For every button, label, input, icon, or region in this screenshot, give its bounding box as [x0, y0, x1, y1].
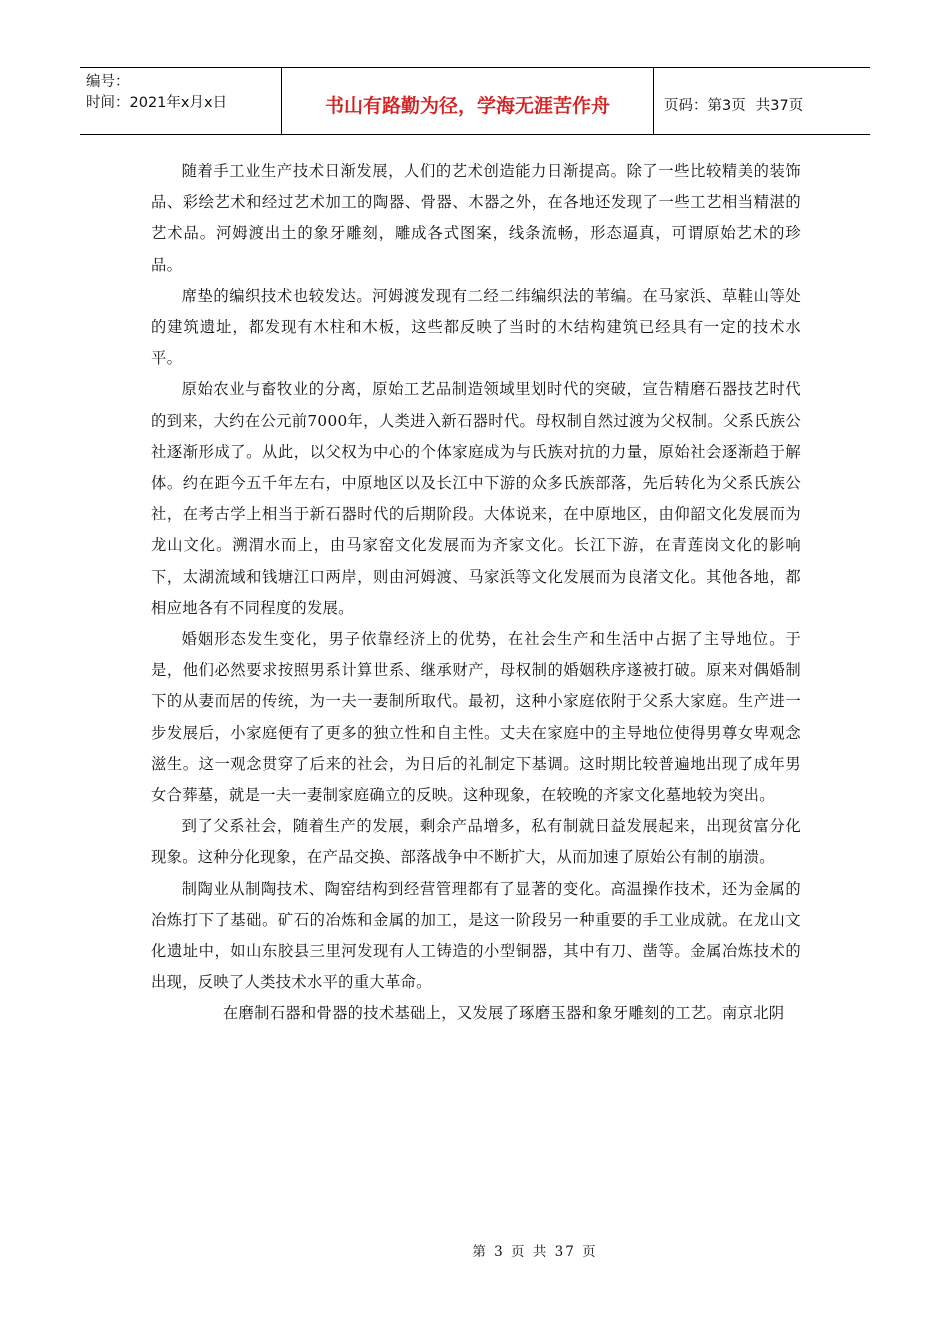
paragraph-6: 制陶业从制陶技术、陶窑结构到经营管理都有了显著的变化。高温操作技术，还为金属的冶炼打下了基础。矿石的冶炼和金属的加工，是这一阶段另一种重要的手工业成就。在龙山文化遗址中，如山东胶县三里河发现有人工铸造的小型铜器，其中有刀、凿等。金属冶炼技术的出现，反映了人类技术水平的重大革命。: [151, 879, 801, 992]
serial-number-label: 编号：: [86, 74, 130, 90]
paragraph-3: 原始农业与畜牧业的分离，原始工艺品制造领域里划时代的突破，宣告精磨石器技艺时代的到来，大约在公元前7000年，人类进入新石器时代。母权制自然过渡为父权制。父系氏族公社逐渐形成了。从此，以父权为中心的个体家庭成为与氏族对抗的力量，原始社会逐渐趋于解体。约在距今五千年左右，中原地区以及长江中下游的众多氏族部落，先后转化为父系氏族公社，在考古学上相当于新石器时代的后期阶段。大体说来，在中原地区，由仰韶文化发展而为龙山文化。溯渭水而上，由马家窑文化发展而为齐家文化。长江下游，在青莲岗文化的影响下，太湖流域和钱塘江口两岸，则由河姆渡、马家浜等文化发展而为良渚文化。其他各地，都相应地各有不同程度的发展。: [151, 380, 801, 617]
paragraph-7: 在磨制石器和骨器的技术基础上，又发展了琢磨玉器和象牙雕刻的工艺。南京北阴: [222, 1004, 785, 1023]
paragraph-4: 婚姻形态发生变化，男子依靠经济上的优势，在社会生产和生活中占据了主导地位。于是，他们必然要求按照男系计算世系、继承财产，母权制的婚姻秩序遂被打破。原来对偶婚制下的从妻而居的传统，为一夫一妻制所取代。最初，这种小家庭依附于父系大家庭。生产进一步发展后，小家庭便有了更多的独立性和自主性。丈夫在家庭中的主导地位使得男尊女卑观念滋生。这一观念贯穿了后来的社会，为日后的礼制定下基调。这时期比较普遍地出现了成年男女合葬墓，就是一夫一妻制家庭确立的反映。这种现象，在较晚的齐家文化墓地较为突出。: [151, 630, 801, 805]
page-number-label: 页码：第3页: [664, 97, 746, 114]
paragraph-2: 席垫的编织技术也较发达。河姆渡发现有二经二纬编织法的苇编。在马家浜、草鞋山等处的建筑遗址，都发现有木柱和木板，这些都反映了当时的木结构建筑已经具有一定的技术水平。: [151, 286, 801, 368]
header-meta-cell: [80, 68, 282, 134]
header-page-cell: [654, 68, 870, 134]
footer-page-number: 第 3 页 共 37 页: [472, 1244, 598, 1260]
motto-text: 书山有路勤为径，学海无涯苦作舟: [324, 94, 610, 117]
paragraph-1: 随着手工业生产技术日渐发展，人们的艺术创造能力日渐提高。除了一些比较精美的装饰品、彩绘艺术和经过艺术加工的陶器、骨器、木器之外，在各地还发现了一些工艺相当精湛的艺术品。河姆渡出土的象牙雕刻，雕成各式图案，线条流畅，形态逼真，可谓原始艺术的珍品。: [151, 162, 801, 274]
header-motto-cell: [282, 68, 654, 134]
paragraph-5: 到了父系社会，随着生产的发展，剩余产品增多，私有制就日益发展起来，出现贫富分化现象。这种分化现象，在产品交换、部落战争中不断扩大，从而加速了原始公有制的崩溃。: [151, 817, 801, 867]
page-footer: [0, 1240, 950, 1260]
date-label: 时间：2021年x月x日: [86, 95, 228, 111]
header-table: [80, 67, 870, 135]
document-body: [151, 156, 801, 1030]
page-total-label: 共37页: [755, 97, 804, 114]
